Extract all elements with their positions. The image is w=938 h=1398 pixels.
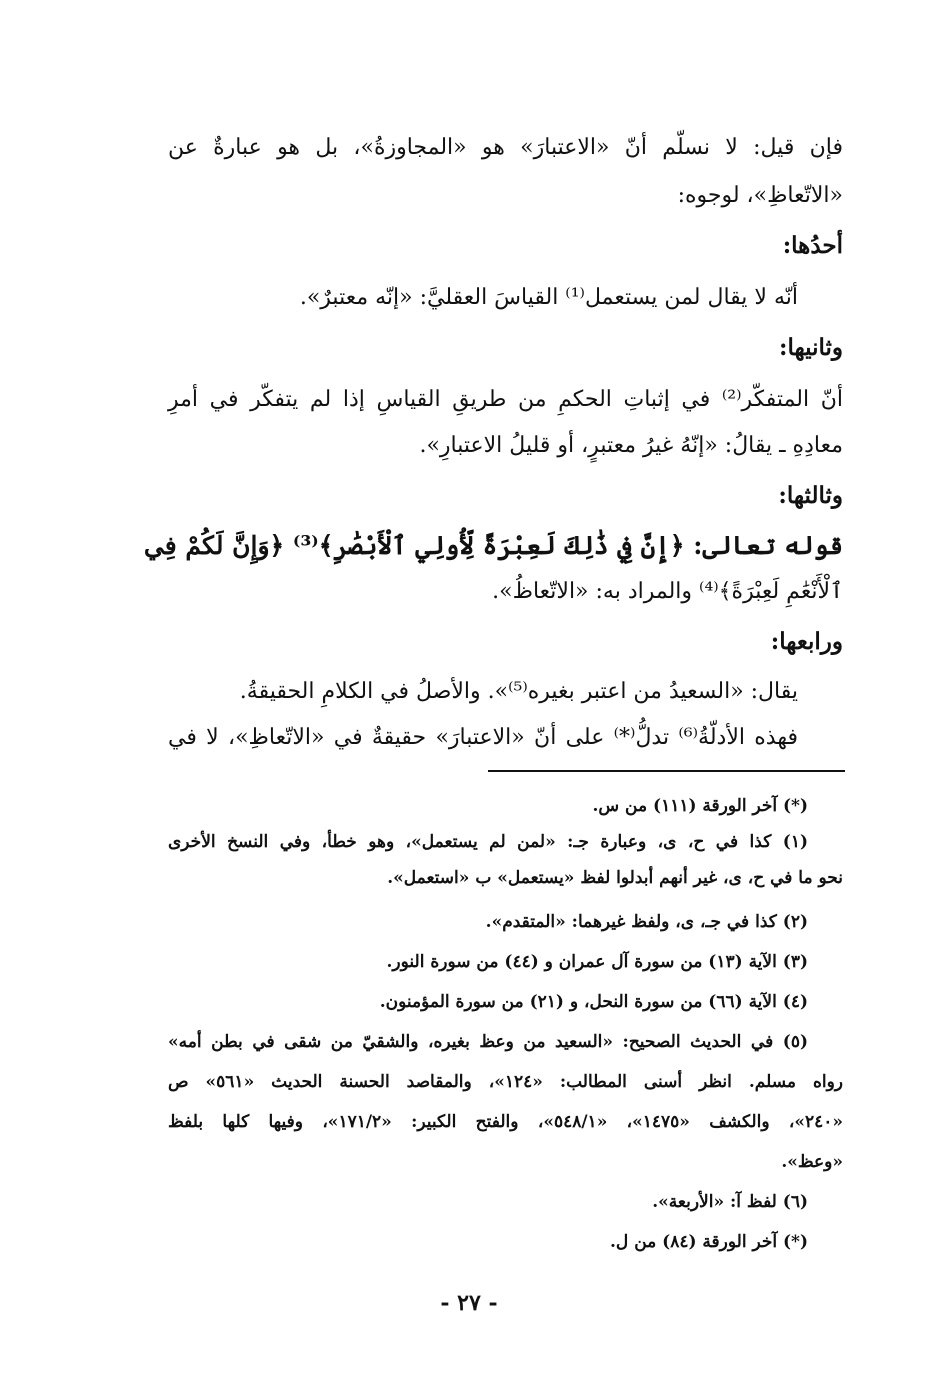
footnote: (٦) لفظ آ: «الأربعة». (652, 1192, 808, 1212)
section-heading: ورابعها: (770, 628, 843, 655)
footnote: «٢٤٠»، والكشف «١٤٧٥»، «٥٤٨/١»، والفتح الكبير: «١٧١/٢»، وفيها كلها بلفظ (168, 1112, 844, 1132)
footnote-separator (488, 770, 845, 772)
footnote: نحو ما في ح، ى، غير أنهم أبدلوا لفظ «يستعمل» ب «استعمل». (387, 868, 843, 888)
body-line: فإن قيل: لا نسلّم أنّ «الاعتبارَ» هو «المجاوزةُ»، بل هو عبارةٌ عن (168, 135, 843, 160)
section-heading: وثالثها: (778, 482, 843, 509)
body-line: فهذه الأدلّةُ⁽⁶⁾ تدلُّ⁽*⁾ على أنّ «الاعتبارَ» حقيقةٌ في «الاتّعاظِ»، لا في (168, 725, 799, 750)
footnote: (٣) الآية (١٣) من سورة آل عمران و (٤٤) من سورة النور. (386, 952, 808, 972)
page-number: - ٢٧ - (440, 1290, 498, 1316)
body-line: يقال: «السعيدُ من اعتبر بغيره⁽⁵⁾». والأصلُ في الكلامِ الحقيقةُ. (239, 679, 798, 704)
body-line: أنّه لا يقال لمن يستعمل⁽¹⁾ القياسَ العقليَّ: «إنّه معتبرٌ». (299, 285, 798, 310)
footnote: (*) آخر الورقة (٨٤) من ل. (610, 1232, 808, 1252)
section-heading: أحدُها: (782, 232, 843, 259)
quran-verse-line: قوله تعالى: ﴿إِنَّ فِي ذَٰلِكَ لَعِبْرَةً لِّأُولِي ٱلْأَبْصَٰرِ﴾⁽³⁾ ﴿وَإِنَّ لَكُمْ فِي (143, 531, 843, 560)
footnote: (*) آخر الورقة (١١١) من س. (592, 796, 808, 816)
footnote: «وعظ». (781, 1152, 843, 1172)
footnote: (٥) في الحديث الصحيح: «السعيد من وعظ بغيره، والشقيّ من شقى في بطن أمه» (168, 1032, 808, 1052)
body-line: «الاتّعاظِ»، لوجوه: (677, 183, 843, 208)
footnote: (٢) كذا في جـ، ى، ولفظ غيرهما: «المتقدم». (485, 912, 808, 932)
footnote: (٤) الآية (٦٦) من سورة النحل، و (٢١) من سورة المؤمنون. (379, 992, 808, 1012)
section-heading: وثانيها: (779, 334, 843, 361)
body-line: معادِهِ ـ يقالُ: «إنّهُ غيرُ معتبرٍ، أو قليلُ الاعتبارِ». (419, 433, 843, 458)
body-line: أنّ المتفكّر⁽²⁾ في إثباتِ الحكمِ من طريقِ القياسِ إذا لم يتفكّر في أمرِ (168, 387, 843, 412)
quran-verse-line: ٱلْأَنْعَٰمِ لَعِبْرَةً﴾⁽⁴⁾ والمراد به: «الاتّعاظُ». (492, 579, 843, 604)
footnote: (١) كذا في ح، ى، وعبارة جـ: «لمن لم يستعمل»، وهو خطأ، وفي النسخ الأخرى (168, 832, 808, 852)
footnote: رواه مسلم. انظر أسنى المطالب: «١٢٤»، والمقاصد الحسنة الحديث «٥٦١» ص (168, 1072, 843, 1092)
